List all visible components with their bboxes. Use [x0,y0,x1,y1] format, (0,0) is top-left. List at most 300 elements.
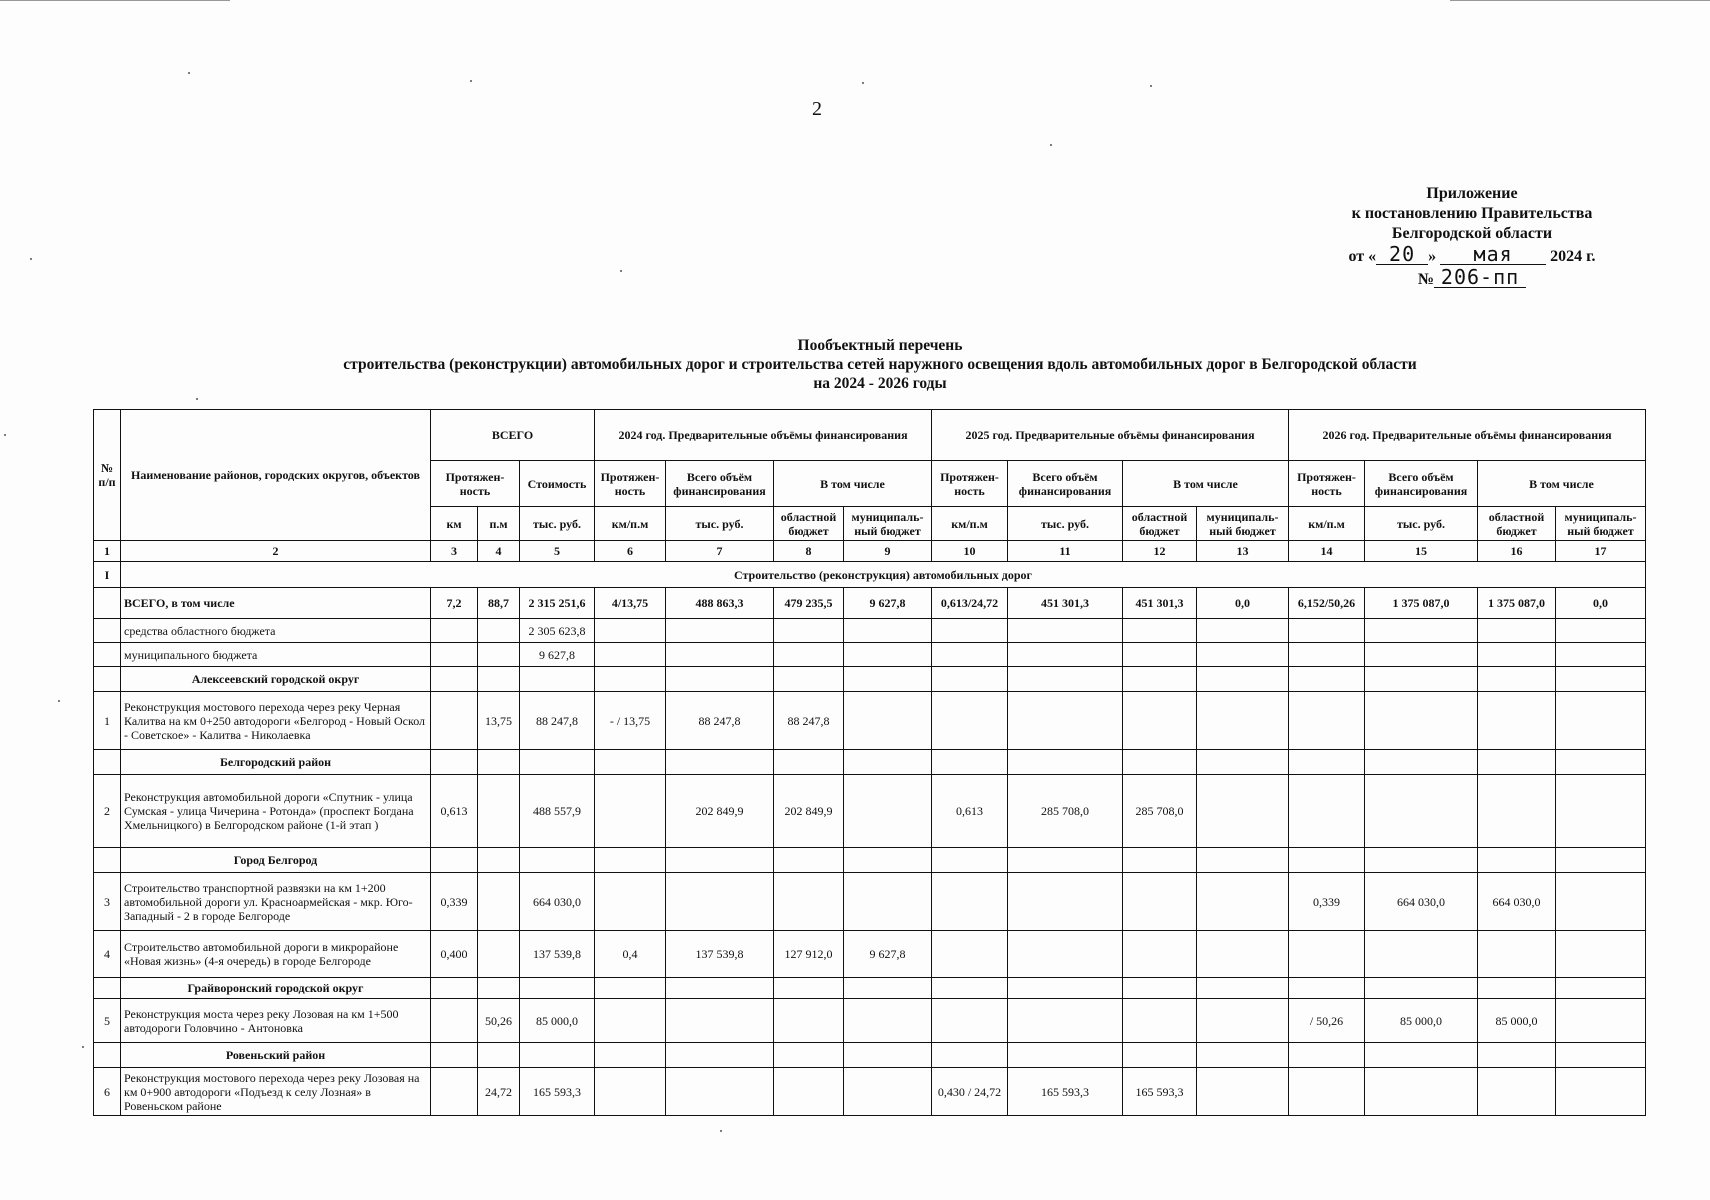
table-cell: 664 030,0 [1478,873,1556,931]
table-cell [431,750,478,775]
table-cell [1556,775,1646,848]
object-name: Реконструкция моста через реку Лозовая на км 1+500 автодороги Головчино - Антоновка [121,999,431,1043]
table-cell: 1 375 087,0 [1365,588,1478,619]
table-cell: 285 708,0 [1123,775,1197,848]
table-cell [1289,931,1365,978]
date-prefix: от « [1348,248,1377,265]
table-cell [1008,978,1123,999]
table-cell [520,1043,595,1068]
table-cell [431,619,478,643]
table-cell [666,848,774,873]
scan-speck [196,398,198,400]
scan-speck [188,72,190,74]
object-list-table [93,409,1646,1116]
number-prefix: № [1417,271,1435,288]
table-cell [1365,978,1478,999]
unit-thous-rub: тыс. руб. [1008,507,1123,541]
scan-speck [470,80,472,82]
unit-thous-rub: тыс. руб. [1365,507,1478,541]
table-cell [1197,1068,1289,1116]
table-cell [1365,750,1478,775]
header-name: Наименование районов, городских округов, объектов [121,410,431,541]
table-body [94,541,1646,1116]
regional-budget-row [94,619,1646,643]
table-cell [1365,643,1478,667]
scan-edge-right [1450,0,1710,1]
table-cell: 0,613 [932,775,1008,848]
table-cell [774,848,844,873]
table-cell: 2 305 623,8 [520,619,595,643]
table-cell [1478,775,1556,848]
table-cell [520,848,595,873]
table-cell: 202 849,9 [666,775,774,848]
table-cell [932,643,1008,667]
table-cell [94,750,121,775]
table-cell: - / 13,75 [595,692,666,750]
table-cell [1197,873,1289,931]
table-cell [844,692,932,750]
column-number: 2 [121,541,431,562]
column-number: 12 [1123,541,1197,562]
table-cell [94,667,121,692]
object-name: Реконструкция мостового перехода через реку Черная Калитва на км 0+250 автодороги «Белгород - Новый Оскол - Советское» - Калитва - Николаевка [121,692,431,750]
table-cell [666,1043,774,1068]
section-title: Строительство (реконструкция) автомобильных дорог [121,562,1646,588]
table-cell: 664 030,0 [1365,873,1478,931]
table-cell [844,750,932,775]
header-2025: 2025 год. Предварительные объёмы финансирования [932,410,1289,461]
column-number: 17 [1556,541,1646,562]
table-cell [774,873,844,931]
header-2025-funding: Всего объём финансирования [1008,461,1123,507]
table-cell [520,978,595,999]
unit-municipal-budget: муниципаль-ный бюджет [844,507,932,541]
unit-regional-budget: областной бюджет [1478,507,1556,541]
table-cell [666,978,774,999]
table-cell [1197,978,1289,999]
scan-speck [4,434,6,436]
table-cell [774,978,844,999]
column-number: 10 [932,541,1008,562]
appendix-line-3: Белгородской области [1391,225,1553,242]
table-cell [666,643,774,667]
table-cell: 488 863,3 [666,588,774,619]
table-cell [1365,775,1478,848]
table-cell [1478,643,1556,667]
column-number: 8 [774,541,844,562]
appendix-line-1: Приложение [1426,185,1518,202]
table-cell [595,643,666,667]
table-row [94,999,1646,1043]
object-name: средства областного бюджета [121,619,431,643]
table-cell [478,750,520,775]
section-num: I [94,562,121,588]
table-cell [932,1043,1008,1068]
table-cell: 88 247,8 [666,692,774,750]
table-cell: 202 849,9 [774,775,844,848]
header-row-1 [94,410,1646,461]
table-cell: 9 627,8 [844,931,932,978]
table-cell [1289,848,1365,873]
table-cell [774,750,844,775]
table-cell [1478,1043,1556,1068]
table-cell [932,750,1008,775]
column-number: 9 [844,541,932,562]
table-cell [1556,1068,1646,1116]
table-cell [1123,931,1197,978]
table-cell: 0,339 [1289,873,1365,931]
table-cell [844,619,932,643]
column-number: 13 [1197,541,1289,562]
table-cell: 50,26 [478,999,520,1043]
table-cell [1289,1068,1365,1116]
table-cell: 4 [94,931,121,978]
table-cell: 9 627,8 [520,643,595,667]
table-cell [1008,643,1123,667]
table-cell: 3 [94,873,121,931]
table-cell [1197,643,1289,667]
scan-speck [82,1046,84,1048]
table-cell [1008,692,1123,750]
table-cell [666,999,774,1043]
column-number: 7 [666,541,774,562]
table-cell [431,999,478,1043]
table-cell [1197,1043,1289,1068]
unit-km-pm: км/п.м [932,507,1008,541]
header-cost: Стоимость [520,461,595,507]
table-cell: 6 [94,1068,121,1116]
table-cell [595,1068,666,1116]
table-cell [774,619,844,643]
table-cell [1123,978,1197,999]
column-number: 1 [94,541,121,562]
table-cell [94,978,121,999]
header-num: № п/п [94,410,121,541]
table-cell: 4/13,75 [595,588,666,619]
unit-municipal-budget: муниципаль-ный бюджет [1556,507,1646,541]
municipal-budget-row [94,643,1646,667]
table-cell [844,848,932,873]
scan-edge-left [0,0,230,1]
table-cell [1556,1043,1646,1068]
table-cell: 137 539,8 [666,931,774,978]
column-number: 11 [1008,541,1123,562]
column-number: 15 [1365,541,1478,562]
table-cell: 13,75 [478,692,520,750]
date-month: мая [1440,244,1546,265]
table-cell [478,775,520,848]
group-row [94,848,1646,873]
header-2024-including: В том числе [774,461,932,507]
object-name: Реконструкция автомобильной дороги «Спутник - улица Сумская - улица Чичерина - Ротонда» (проспект Богдана Хмельницкого) в Белгородском районе (1-й этап ) [121,775,431,848]
table-cell [1197,619,1289,643]
table-cell [1365,619,1478,643]
header-2026-including: В том числе [1478,461,1646,507]
table-cell [1365,1068,1478,1116]
table-cell: 0,339 [431,873,478,931]
date-year: 2024 г. [1550,248,1596,265]
table-cell: 479 235,5 [774,588,844,619]
scan-speck [720,1130,722,1132]
table-cell: 0,0 [1556,588,1646,619]
table-cell [1008,667,1123,692]
table-row [94,1068,1646,1116]
table-cell [774,667,844,692]
table-cell [1365,692,1478,750]
header-2025-length: Протяжен-ность [932,461,1008,507]
table-row [94,692,1646,750]
table-cell [1289,667,1365,692]
table-cell [1556,848,1646,873]
table-cell: 88 247,8 [774,692,844,750]
table-cell [1478,931,1556,978]
table-cell [1289,978,1365,999]
table-cell [478,978,520,999]
appendix-block [1312,184,1632,290]
appendix-number-line [1312,267,1632,290]
table-cell [844,978,932,999]
date-day: 20 [1376,244,1428,265]
unit-thous-rub: тыс. руб. [520,507,595,541]
table-cell [774,1068,844,1116]
table-cell [1556,978,1646,999]
group-name: Грайворонский городской округ [121,978,431,999]
table-cell [844,999,932,1043]
table-cell [431,643,478,667]
document-number: 206-пп [1434,267,1526,288]
group-row [94,667,1646,692]
title-line-3: на 2024 - 2026 годы [813,375,947,392]
table-cell: 0,4 [595,931,666,978]
table-cell [1123,848,1197,873]
table-cell [932,619,1008,643]
table-cell: 0,0 [1197,588,1289,619]
table-cell [520,667,595,692]
section-row [94,562,1646,588]
column-number: 16 [1478,541,1556,562]
appendix-line-2: к постановлению Правительства [1351,205,1593,222]
table-cell: 85 000,0 [520,999,595,1043]
table-cell [1008,848,1123,873]
table-cell [1008,750,1123,775]
table-cell [844,873,932,931]
table-cell: 664 030,0 [520,873,595,931]
table-cell [478,667,520,692]
unit-municipal-budget: муниципаль-ный бюджет [1197,507,1289,541]
table-cell [932,999,1008,1043]
table-cell [595,978,666,999]
column-number: 6 [595,541,666,562]
title-line-2: строительства (реконструкции) автомобильных дорог и строительства сетей наружного освещения вдоль автомобильных дорог в Белгородской области [343,356,1417,373]
table-cell [1365,848,1478,873]
unit-regional-budget: областной бюджет [774,507,844,541]
table-cell [1556,750,1646,775]
table-cell [1197,750,1289,775]
table-cell [1478,1068,1556,1116]
table-cell [1123,750,1197,775]
table-cell [1123,619,1197,643]
table-cell [431,848,478,873]
table-cell [1365,1043,1478,1068]
table-cell [666,667,774,692]
table-cell: 0,613/24,72 [932,588,1008,619]
table-cell [932,667,1008,692]
table-cell [1123,667,1197,692]
table-cell [1478,750,1556,775]
table-cell [666,750,774,775]
table-cell [1008,1043,1123,1068]
table-row [94,775,1646,848]
table-cell [1556,667,1646,692]
table-cell [1289,619,1365,643]
table-cell: 1 [94,692,121,750]
column-number: 14 [1289,541,1365,562]
unit-pm: п.м [478,507,520,541]
table-cell [595,667,666,692]
table-cell: 88 247,8 [520,692,595,750]
table-cell: 285 708,0 [1008,775,1123,848]
table-cell [774,999,844,1043]
scan-speck [58,700,60,702]
table-cell [1008,619,1123,643]
table-cell [478,848,520,873]
table-cell [1478,978,1556,999]
table-cell [1556,999,1646,1043]
table-cell: 488 557,9 [520,775,595,848]
table-cell [932,692,1008,750]
table-cell [94,1043,121,1068]
unit-km-pm: км/п.м [1289,507,1365,541]
table-cell: 6,152/50,26 [1289,588,1365,619]
table-cell [932,873,1008,931]
scan-speck [862,82,864,84]
table-cell: 127 912,0 [774,931,844,978]
scan-speck [30,258,32,260]
group-name: Алексеевский городской округ [121,667,431,692]
table-cell [1008,999,1123,1043]
column-number-row [94,541,1646,562]
unit-regional-budget: областной бюджет [1123,507,1197,541]
group-name: Белгородский район [121,750,431,775]
table-cell [1556,692,1646,750]
table-cell [1197,931,1289,978]
table-cell [844,643,932,667]
table-cell [1289,692,1365,750]
header-length: Протяжен-ность [431,461,520,507]
table-cell [774,1043,844,1068]
object-name: ВСЕГО, в том числе [121,588,431,619]
table-cell [1123,1043,1197,1068]
table-cell [666,1068,774,1116]
scan-speck [1150,85,1152,87]
table-cell [431,692,478,750]
document-title [0,336,1710,393]
table-cell [1478,692,1556,750]
unit-thous-rub: тыс. руб. [666,507,774,541]
unit-km: км [431,507,478,541]
table-cell [595,848,666,873]
table-cell [1123,643,1197,667]
table-cell [932,931,1008,978]
header-2026: 2026 год. Предварительные объёмы финансирования [1289,410,1646,461]
table-cell: 88,7 [478,588,520,619]
table-cell [1197,667,1289,692]
table-cell [1289,1043,1365,1068]
table-cell: 5 [94,999,121,1043]
table-cell [595,873,666,931]
table-cell [431,667,478,692]
group-row [94,978,1646,999]
table-cell [520,750,595,775]
header-2026-length: Протяжен-ность [1289,461,1365,507]
table-cell [666,873,774,931]
table-cell [1197,692,1289,750]
table-cell [94,619,121,643]
table-cell [932,978,1008,999]
group-row [94,750,1646,775]
table-cell [1008,873,1123,931]
table-cell [1197,848,1289,873]
column-number: 5 [520,541,595,562]
date-mid: » [1428,248,1437,265]
table-cell: 2 [94,775,121,848]
table-cell: 0,613 [431,775,478,848]
column-number: 4 [478,541,520,562]
table-cell: 451 301,3 [1123,588,1197,619]
table-cell [1123,999,1197,1043]
table-cell: 0,400 [431,931,478,978]
table-cell: 165 593,3 [1123,1068,1197,1116]
table-cell [478,643,520,667]
table-cell [1289,775,1365,848]
table-cell [844,1068,932,1116]
total-row [94,588,1646,619]
table-cell [595,619,666,643]
table-cell: 1 375 087,0 [1478,588,1556,619]
header-total: ВСЕГО [431,410,595,461]
table-cell [1289,750,1365,775]
table-cell [1478,848,1556,873]
unit-km-pm: км/п.м [595,507,666,541]
table-cell [666,619,774,643]
table-cell [932,848,1008,873]
table-cell [431,1068,478,1116]
object-name: Строительство автомобильной дороги в микрорайоне «Новая жизнь» (4-я очередь) в городе Белгороде [121,931,431,978]
table-cell: 451 301,3 [1008,588,1123,619]
table-cell [478,619,520,643]
table-cell [1008,931,1123,978]
table-cell [1123,873,1197,931]
table-cell [1556,873,1646,931]
table-cell: 24,72 [478,1068,520,1116]
table-cell: 137 539,8 [520,931,595,978]
table-cell [844,667,932,692]
table-cell [595,750,666,775]
table-cell: 85 000,0 [1365,999,1478,1043]
table-row [94,873,1646,931]
header-2026-funding: Всего объём финансирования [1365,461,1478,507]
table-cell [1197,775,1289,848]
table-cell [1556,643,1646,667]
group-name: Город Белгород [121,848,431,873]
header-2025-including: В том числе [1123,461,1289,507]
table-cell [431,1043,478,1068]
object-name: Строительство транспортной развязки на км 1+200 автомобильной дороги ул. Красноармейская - мкр. Юго-Западный - 2 в городе Белгороде [121,873,431,931]
group-name: Ровеньский район [121,1043,431,1068]
table-cell [1289,643,1365,667]
scan-speck [620,270,622,272]
table-cell [844,775,932,848]
